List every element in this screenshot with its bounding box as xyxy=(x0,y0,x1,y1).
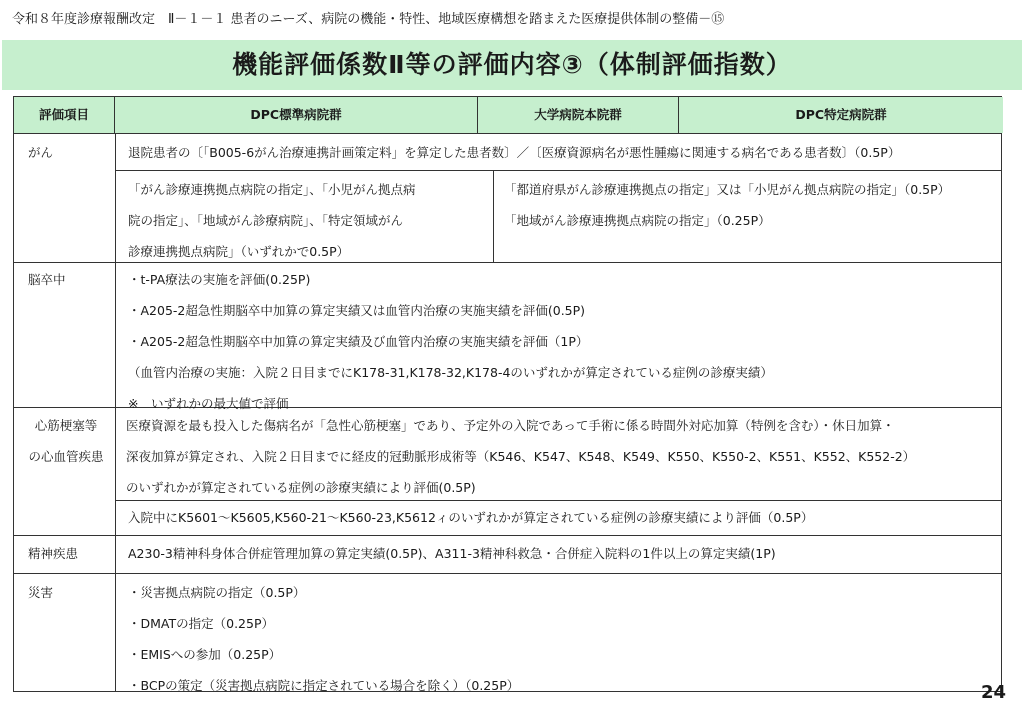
row-label-mental: 精神疾患 xyxy=(28,546,79,561)
header-cell-university: 大学病院本院群 xyxy=(478,97,679,133)
row-divider xyxy=(14,133,1001,134)
mental-criteria: A230-3精神科身体合併症管理加算の算定実績(0.5P)、A311-3精神科救急・合併症入院料の1件以上の算定実績(1P) xyxy=(128,546,776,561)
title-band xyxy=(2,40,1022,90)
cardiac-criteria-2: 入院中にK5601～K5605,K560-21～K560-23,K5612ィのいずれかが算定されている症例の診療実績により評価（0.5P） xyxy=(128,510,814,525)
header-cell-item: 評価項目 xyxy=(14,97,115,133)
disaster-criteria: ・災害拠点病院の指定（0.5P） ・DMATの指定（0.25P） ・EMISへの参加（0.25P） ・BCPの策定（災害拠点病院に指定されている場合を除く）（0.25P） xyxy=(128,585,520,693)
row-label-disaster: 災害 xyxy=(28,585,54,600)
row-divider xyxy=(115,170,1001,171)
row-label-cardiac: 心筋梗塞等 の心血管疾患 xyxy=(28,418,104,464)
cardiac-criteria: 医療資源を最も投入した傷病名が「急性心筋梗塞」であり、予定外の入院であって手術に係る時間外対応加算（特例を含む）・休日加算・ 深夜加算が算定され、入院２日目までに経皮的冠動脈形成術等（K546、K547、K548、K549、K550、K550-2、K551、K552、K552-2） のいずれかが算定されている症例の診療実績により評価(0.5P) xyxy=(126,418,916,495)
row-label-cancer: がん xyxy=(28,145,54,160)
cancer-university-specific-criteria: 「都道府県がん診療連携拠点の指定」又は「小児がん拠点病院の指定」（0.5P） 「地域がん診療連携拠点病院の指定」（0.25P） xyxy=(504,182,951,228)
column-divider xyxy=(115,133,116,691)
row-label-stroke: 脳卒中 xyxy=(28,272,66,287)
evaluation-table xyxy=(13,96,1002,692)
row-divider xyxy=(14,535,1001,536)
header-breadcrumb: 令和８年度診療報酬改定 Ⅱ－１－１ 患者のニーズ、病院の機能・特性、地域医療構想を踏まえた医療提供体制の整備－⑮ xyxy=(12,12,725,27)
page-title: 機能評価係数Ⅱ等の評価内容③（体制評価指数） xyxy=(232,50,792,79)
stroke-criteria: ・t-PA療法の実施を評価(0.25P) ・A205-2超急性期脳卒中加算の算定実績又は血管内治療の実施実績を評価(0.5P) ・A205-2超急性期脳卒中加算の算定実績及び血管内治療の実施実績を評価（1P） （血管内治療の実施：入院２日目までにK178-31,K178-32,K178-4のいずれかが算定されている症例の診療実績） ※ いずれかの最大値で評価 xyxy=(128,272,773,411)
header-cell-specific: DPC特定病院群 xyxy=(679,97,1003,133)
cancer-standard-criteria: 「がん診療連携拠点病院の指定」、「小児がん拠点病 院の指定」、「地域がん診療病院」、「特定領域がん 診療連携拠点病院」（いずれかで0.5P） xyxy=(128,182,416,259)
column-divider xyxy=(493,170,494,262)
page-number: 24 xyxy=(980,682,1006,703)
row-divider xyxy=(14,573,1001,574)
cancer-common-criteria: 退院患者の〔「B005-6がん治療連携計画策定料」を算定した患者数〕／〔医療資源病名が悪性腫瘍に関連する病名である患者数〕（0.5P） xyxy=(128,145,901,160)
header-cell-standard: DPC標準病院群 xyxy=(115,97,478,133)
